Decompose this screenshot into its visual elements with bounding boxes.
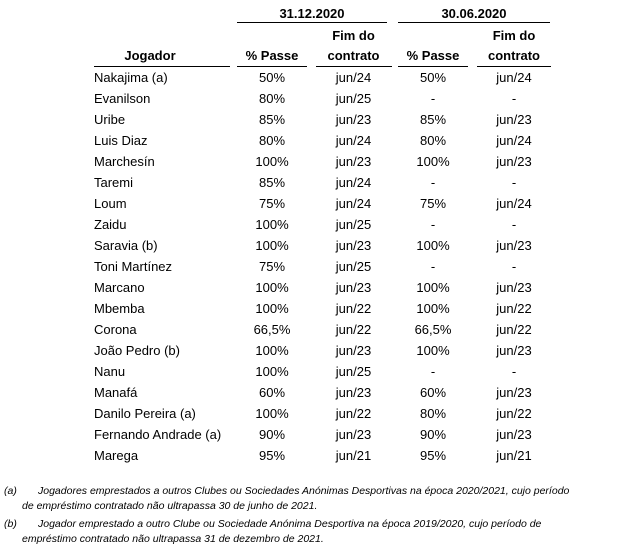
contract-end-30-06-2020: jun/22 bbox=[496, 406, 532, 421]
pass-30-06-2020: 85% bbox=[419, 112, 447, 127]
table-row bbox=[0, 256, 642, 277]
contract-end-30-06-2020: jun/23 bbox=[496, 385, 532, 400]
table-row bbox=[0, 382, 642, 403]
player-name: Uribe bbox=[94, 112, 126, 127]
pass-30-06-2020: 100% bbox=[416, 343, 450, 358]
contract-end-30-06-2020: - bbox=[511, 364, 517, 379]
pass-30-06-2020: - bbox=[430, 175, 436, 190]
contract-end-30-06-2020: jun/22 bbox=[496, 301, 532, 316]
pass-31-12-2020: 66,5% bbox=[253, 322, 291, 337]
pass-30-06-2020: - bbox=[430, 364, 436, 379]
contract-end-30-06-2020: jun/23 bbox=[496, 112, 532, 127]
contract-end-31-12-2020: jun/24 bbox=[335, 175, 372, 190]
pass-30-06-2020: 100% bbox=[416, 154, 450, 169]
pass-30-06-2020: 50% bbox=[419, 70, 447, 85]
header-pass-1: % Passe bbox=[245, 48, 299, 63]
table-row bbox=[0, 361, 642, 382]
contract-end-30-06-2020: - bbox=[511, 217, 517, 232]
contract-end-31-12-2020: jun/23 bbox=[335, 154, 372, 169]
pass-31-12-2020: 100% bbox=[255, 406, 289, 421]
contract-end-31-12-2020: jun/23 bbox=[335, 343, 372, 358]
player-name: Loum bbox=[94, 196, 127, 211]
pass-31-12-2020: 80% bbox=[258, 91, 286, 106]
pass-30-06-2020: 66,5% bbox=[414, 322, 452, 337]
pass-31-12-2020: 85% bbox=[258, 175, 286, 190]
pass-30-06-2020: 80% bbox=[419, 133, 447, 148]
pass-30-06-2020: - bbox=[430, 217, 436, 232]
header-end-2-line2: contrato bbox=[488, 48, 540, 63]
footnote-a-line2: de empréstimo contratado não ultrapassa 30 de junho de 2021. bbox=[22, 500, 318, 512]
contract-end-31-12-2020: jun/24 bbox=[335, 133, 372, 148]
pass-31-12-2020: 95% bbox=[258, 448, 286, 463]
pass-30-06-2020: 75% bbox=[419, 196, 447, 211]
contract-end-31-12-2020: jun/23 bbox=[335, 385, 372, 400]
player-name: Marchesín bbox=[94, 154, 155, 169]
player-name: Corona bbox=[94, 322, 137, 337]
table-row bbox=[0, 151, 642, 172]
contract-end-30-06-2020: jun/23 bbox=[496, 280, 532, 295]
contract-end-30-06-2020: jun/23 bbox=[496, 427, 532, 442]
pass-31-12-2020: 100% bbox=[255, 238, 289, 253]
header-end-1-line2: contrato bbox=[327, 48, 380, 63]
contract-end-31-12-2020: jun/22 bbox=[335, 322, 372, 337]
player-name: Marega bbox=[94, 448, 139, 463]
pass-30-06-2020: 100% bbox=[416, 301, 450, 316]
contract-end-30-06-2020: jun/21 bbox=[496, 448, 532, 463]
contract-end-30-06-2020: jun/23 bbox=[496, 154, 532, 169]
pass-31-12-2020: 85% bbox=[258, 112, 286, 127]
pass-30-06-2020: 100% bbox=[416, 280, 450, 295]
pass-31-12-2020: 100% bbox=[255, 154, 289, 169]
footnote-b bbox=[4, 517, 640, 547]
contract-end-30-06-2020: jun/24 bbox=[496, 196, 532, 211]
player-name: Saravia (b) bbox=[94, 238, 158, 253]
pass-30-06-2020: 90% bbox=[419, 427, 447, 442]
contract-end-30-06-2020: - bbox=[511, 91, 517, 106]
contract-end-31-12-2020: jun/25 bbox=[335, 364, 372, 379]
header-pass-2: % Passe bbox=[406, 48, 460, 63]
pass-30-06-2020: - bbox=[430, 91, 436, 106]
pass-30-06-2020: 80% bbox=[419, 406, 447, 421]
contract-end-30-06-2020: jun/23 bbox=[496, 343, 532, 358]
footnote-a bbox=[4, 484, 640, 514]
pass-31-12-2020: 50% bbox=[258, 70, 286, 85]
player-name: Luis Diaz bbox=[94, 133, 148, 148]
contract-end-30-06-2020: - bbox=[511, 175, 517, 190]
player-name: Evanilson bbox=[94, 91, 151, 106]
player-name: Marcano bbox=[94, 280, 145, 295]
contract-end-30-06-2020: jun/23 bbox=[496, 238, 532, 253]
contract-end-31-12-2020: jun/21 bbox=[335, 448, 372, 463]
pass-30-06-2020: 100% bbox=[416, 238, 450, 253]
group1-underline bbox=[237, 22, 387, 23]
pass-30-06-2020: - bbox=[430, 259, 436, 274]
footnote-b-line1: Jogador emprestado a outro Clube ou Sociedade Anónima Desportiva na época 2019/2020, cujo período de bbox=[38, 518, 542, 530]
pass-31-12-2020: 75% bbox=[258, 259, 286, 274]
pass-30-06-2020: 60% bbox=[419, 385, 447, 400]
table-row bbox=[0, 340, 642, 361]
table-row bbox=[0, 424, 642, 445]
table-row bbox=[0, 319, 642, 340]
column-group-31-12-2020: 31.12.2020 bbox=[279, 6, 345, 21]
pass-31-12-2020: 75% bbox=[258, 196, 286, 211]
column-group-30-06-2020: 30.06.2020 bbox=[441, 6, 507, 21]
contract-end-30-06-2020: jun/22 bbox=[496, 322, 532, 337]
header-player: Jogador bbox=[124, 48, 176, 63]
player-name: Nanu bbox=[94, 364, 126, 379]
contract-end-30-06-2020: jun/24 bbox=[496, 70, 532, 85]
table-row bbox=[0, 298, 642, 319]
pass-31-12-2020: 100% bbox=[255, 343, 289, 358]
player-name: João Pedro (b) bbox=[94, 343, 180, 358]
player-name: Manafá bbox=[94, 385, 138, 400]
contract-end-31-12-2020: jun/23 bbox=[335, 427, 372, 442]
contract-end-31-12-2020: jun/23 bbox=[335, 238, 372, 253]
table-row bbox=[0, 130, 642, 151]
player-name: Zaidu bbox=[94, 217, 127, 232]
contract-end-31-12-2020: jun/22 bbox=[335, 406, 372, 421]
table-row bbox=[0, 67, 642, 88]
footnote-a-marker: (a) bbox=[4, 485, 17, 497]
table-row bbox=[0, 403, 642, 424]
player-name: Mbemba bbox=[94, 301, 145, 316]
table-row bbox=[0, 277, 642, 298]
table-row bbox=[0, 88, 642, 109]
player-name: Danilo Pereira (a) bbox=[94, 406, 196, 421]
pass-31-12-2020: 100% bbox=[255, 280, 289, 295]
player-name: Fernando Andrade (a) bbox=[94, 427, 222, 442]
contract-end-31-12-2020: jun/23 bbox=[335, 112, 372, 127]
table-row bbox=[0, 172, 642, 193]
footnote-b-marker: (b) bbox=[4, 518, 17, 530]
table-row bbox=[0, 109, 642, 130]
table-row bbox=[0, 235, 642, 256]
contract-end-31-12-2020: jun/25 bbox=[335, 217, 372, 232]
pass-31-12-2020: 90% bbox=[258, 427, 286, 442]
pass-31-12-2020: 100% bbox=[255, 364, 289, 379]
pass-30-06-2020: 95% bbox=[419, 448, 447, 463]
contract-end-31-12-2020: jun/24 bbox=[335, 196, 372, 211]
pass-31-12-2020: 100% bbox=[255, 301, 289, 316]
group2-underline bbox=[398, 22, 550, 23]
contract-end-31-12-2020: jun/24 bbox=[335, 70, 372, 85]
contract-end-31-12-2020: jun/25 bbox=[335, 91, 372, 106]
contract-end-31-12-2020: jun/25 bbox=[335, 259, 372, 274]
table-row bbox=[0, 445, 642, 466]
contract-end-30-06-2020: - bbox=[511, 259, 517, 274]
pass-31-12-2020: 80% bbox=[258, 133, 286, 148]
pass-31-12-2020: 100% bbox=[255, 217, 289, 232]
player-name: Toni Martínez bbox=[94, 259, 173, 274]
footnote-a-line1: Jogadores emprestados a outros Clubes ou Sociedades Anónimas Desportivas na época 2020/2021, cujo período bbox=[38, 485, 570, 497]
player-name: Nakajima (a) bbox=[94, 70, 168, 85]
player-name: Taremi bbox=[94, 175, 134, 190]
table-row bbox=[0, 193, 642, 214]
contract-end-31-12-2020: jun/22 bbox=[335, 301, 372, 316]
contract-end-31-12-2020: jun/23 bbox=[335, 280, 372, 295]
footnote-b-line2: empréstimo contratado não ultrapassa 31 de dezembro de 2021. bbox=[22, 533, 324, 545]
header-end-2-line1: Fim do bbox=[492, 28, 536, 43]
header-end-1-line1: Fim do bbox=[332, 28, 375, 43]
table-row bbox=[0, 214, 642, 235]
contract-end-30-06-2020: jun/24 bbox=[496, 133, 532, 148]
pass-31-12-2020: 60% bbox=[258, 385, 286, 400]
